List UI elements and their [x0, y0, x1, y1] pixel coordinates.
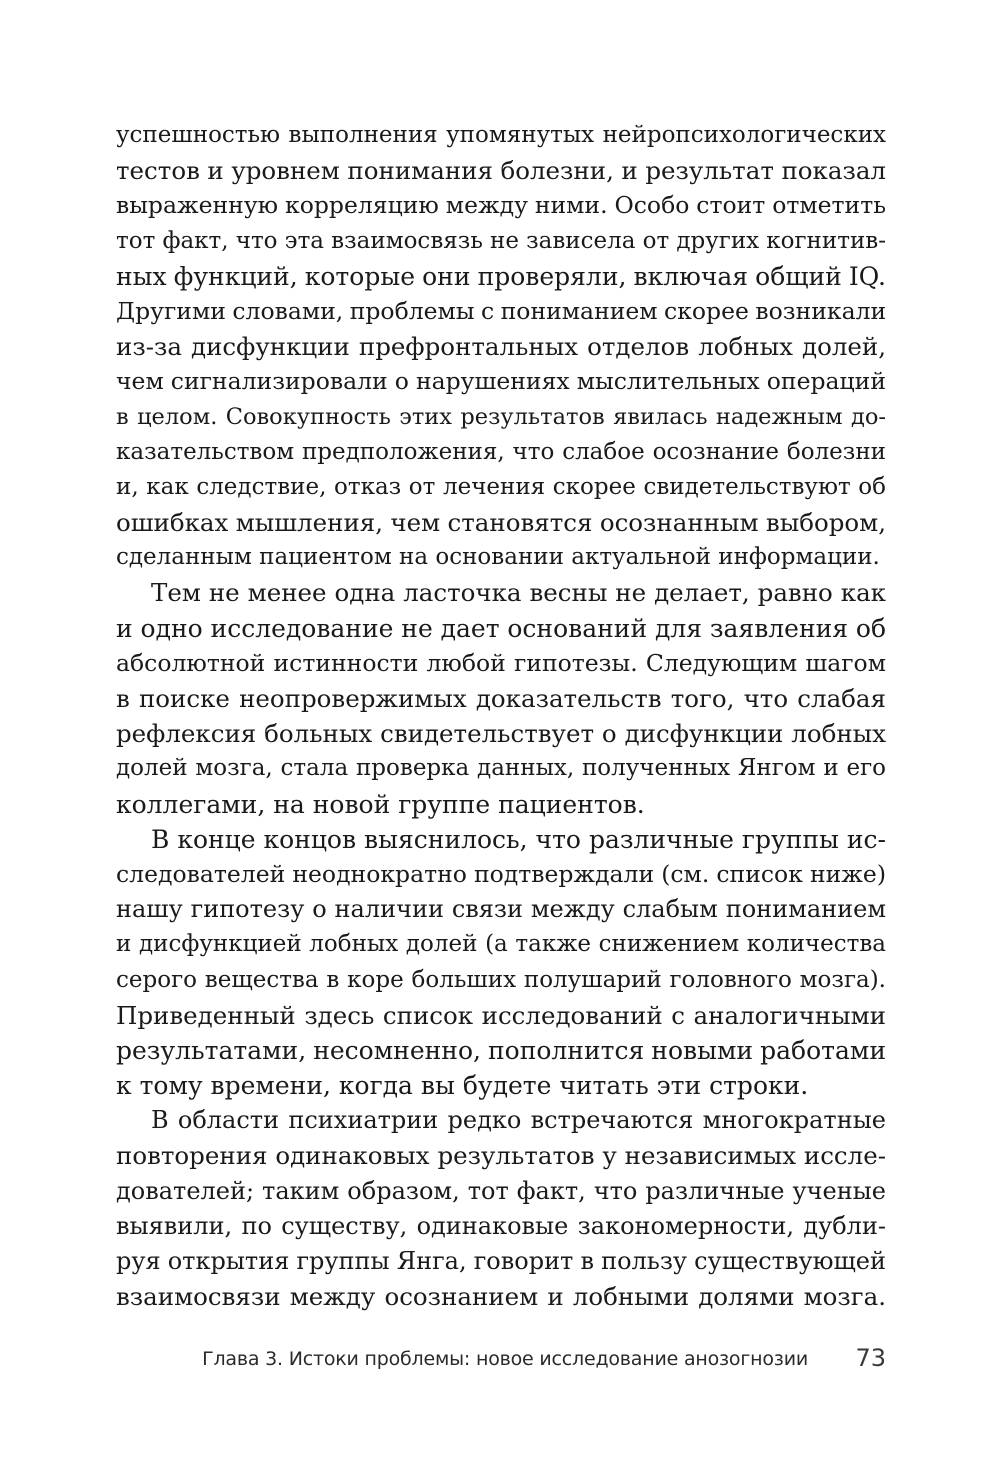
text-line: В области психиатрии редко встречаются многократные — [151, 1106, 886, 1135]
text-line: ных функций, которые они проверяли, включая общий IQ. — [116, 261, 886, 291]
text-line: ошибках мышления, чем становятся осознанным выбором, — [116, 508, 886, 538]
page-number: 73 — [855, 1344, 886, 1372]
text-line: взаимосвязи между осознанием и лобными долями мозга. — [116, 1282, 886, 1312]
text-line: дователей; таким образом, тот факт, что различные ученые — [116, 1176, 886, 1205]
text-line: Другими словами, проблемы с пониманием скорее возникали — [116, 296, 887, 325]
text-line: нашу гипотезу о наличии связи между слабым пониманием — [116, 895, 886, 924]
text-line: из-за дисфункции префронтальных отделов лобных долей, — [116, 332, 886, 362]
page-footer — [116, 1344, 886, 1384]
text-line: казательством предположения, что слабое осознание болезни — [116, 438, 886, 465]
text-line: в поиске неопровержимых доказательств того, что слабая — [116, 684, 886, 713]
text-line: серого вещества в коре больших полушарий головного мозга). — [116, 966, 886, 993]
text-line: руя открытия группы Янга, говорит в пользу существующей — [116, 1247, 886, 1275]
text-line: тот факт, что эта взаимосвязь не зависела от других когнитив- — [116, 227, 886, 254]
text-line: сделанным пациентом на основании актуальной информации. — [116, 544, 880, 571]
running-head: Глава 3. Истоки проблемы: новое исследование анозогнозии — [202, 1348, 808, 1370]
text-line: Приведенный здесь список исследований с аналогичными — [116, 1000, 886, 1030]
text-line: и, как следствие, отказ от лечения скорее свидетельствуют об — [116, 473, 886, 500]
text-line: к тому времени, когда вы будете читать эти строки. — [116, 1071, 809, 1101]
text-line: и дисфункцией лобных долей (а также снижением количества — [116, 931, 886, 958]
text-line: коллегами, на новой группе пациентов. — [116, 789, 645, 819]
text-line: в целом. Совокупность этих результатов явилась надежным до- — [116, 403, 886, 430]
body-text — [116, 118, 886, 1314]
text-line: и одно исследование не дает оснований для заявления об — [116, 613, 886, 643]
text-line: рефлексия больных свидетельствует о дисфункции лобных — [116, 719, 886, 749]
text-line: абсолютной истинности любой гипотезы. Следующим шагом — [116, 648, 886, 677]
text-line: повторения одинаковых результатов у независимых иссле- — [116, 1141, 886, 1171]
text-line: выявили, по существу, одинаковые закономерности, дубли- — [116, 1211, 886, 1240]
text-line: следователей неоднократно подтверждали (см. список ниже) — [116, 859, 886, 888]
text-line: чем сигнализировали о нарушениях мыслительных операций — [116, 367, 886, 396]
text-line: В конце концов выяснилось, что различные группы ис- — [151, 824, 886, 854]
text-line: долей мозга, стала проверка данных, полученных Янгом и его — [116, 755, 886, 782]
text-line: успешностью выполнения упомянутых нейропсихологических — [116, 122, 886, 148]
text-line: Тем не менее одна ласточка весны не делает, равно как — [151, 578, 886, 608]
text-line: выраженную корреляцию между ними. Особо стоит отметить — [116, 191, 886, 220]
text-line: результатами, несомненно, пополнится новыми работами — [116, 1035, 886, 1065]
text-line: тестов и уровнем понимания болезни, и результат показал — [116, 156, 886, 186]
